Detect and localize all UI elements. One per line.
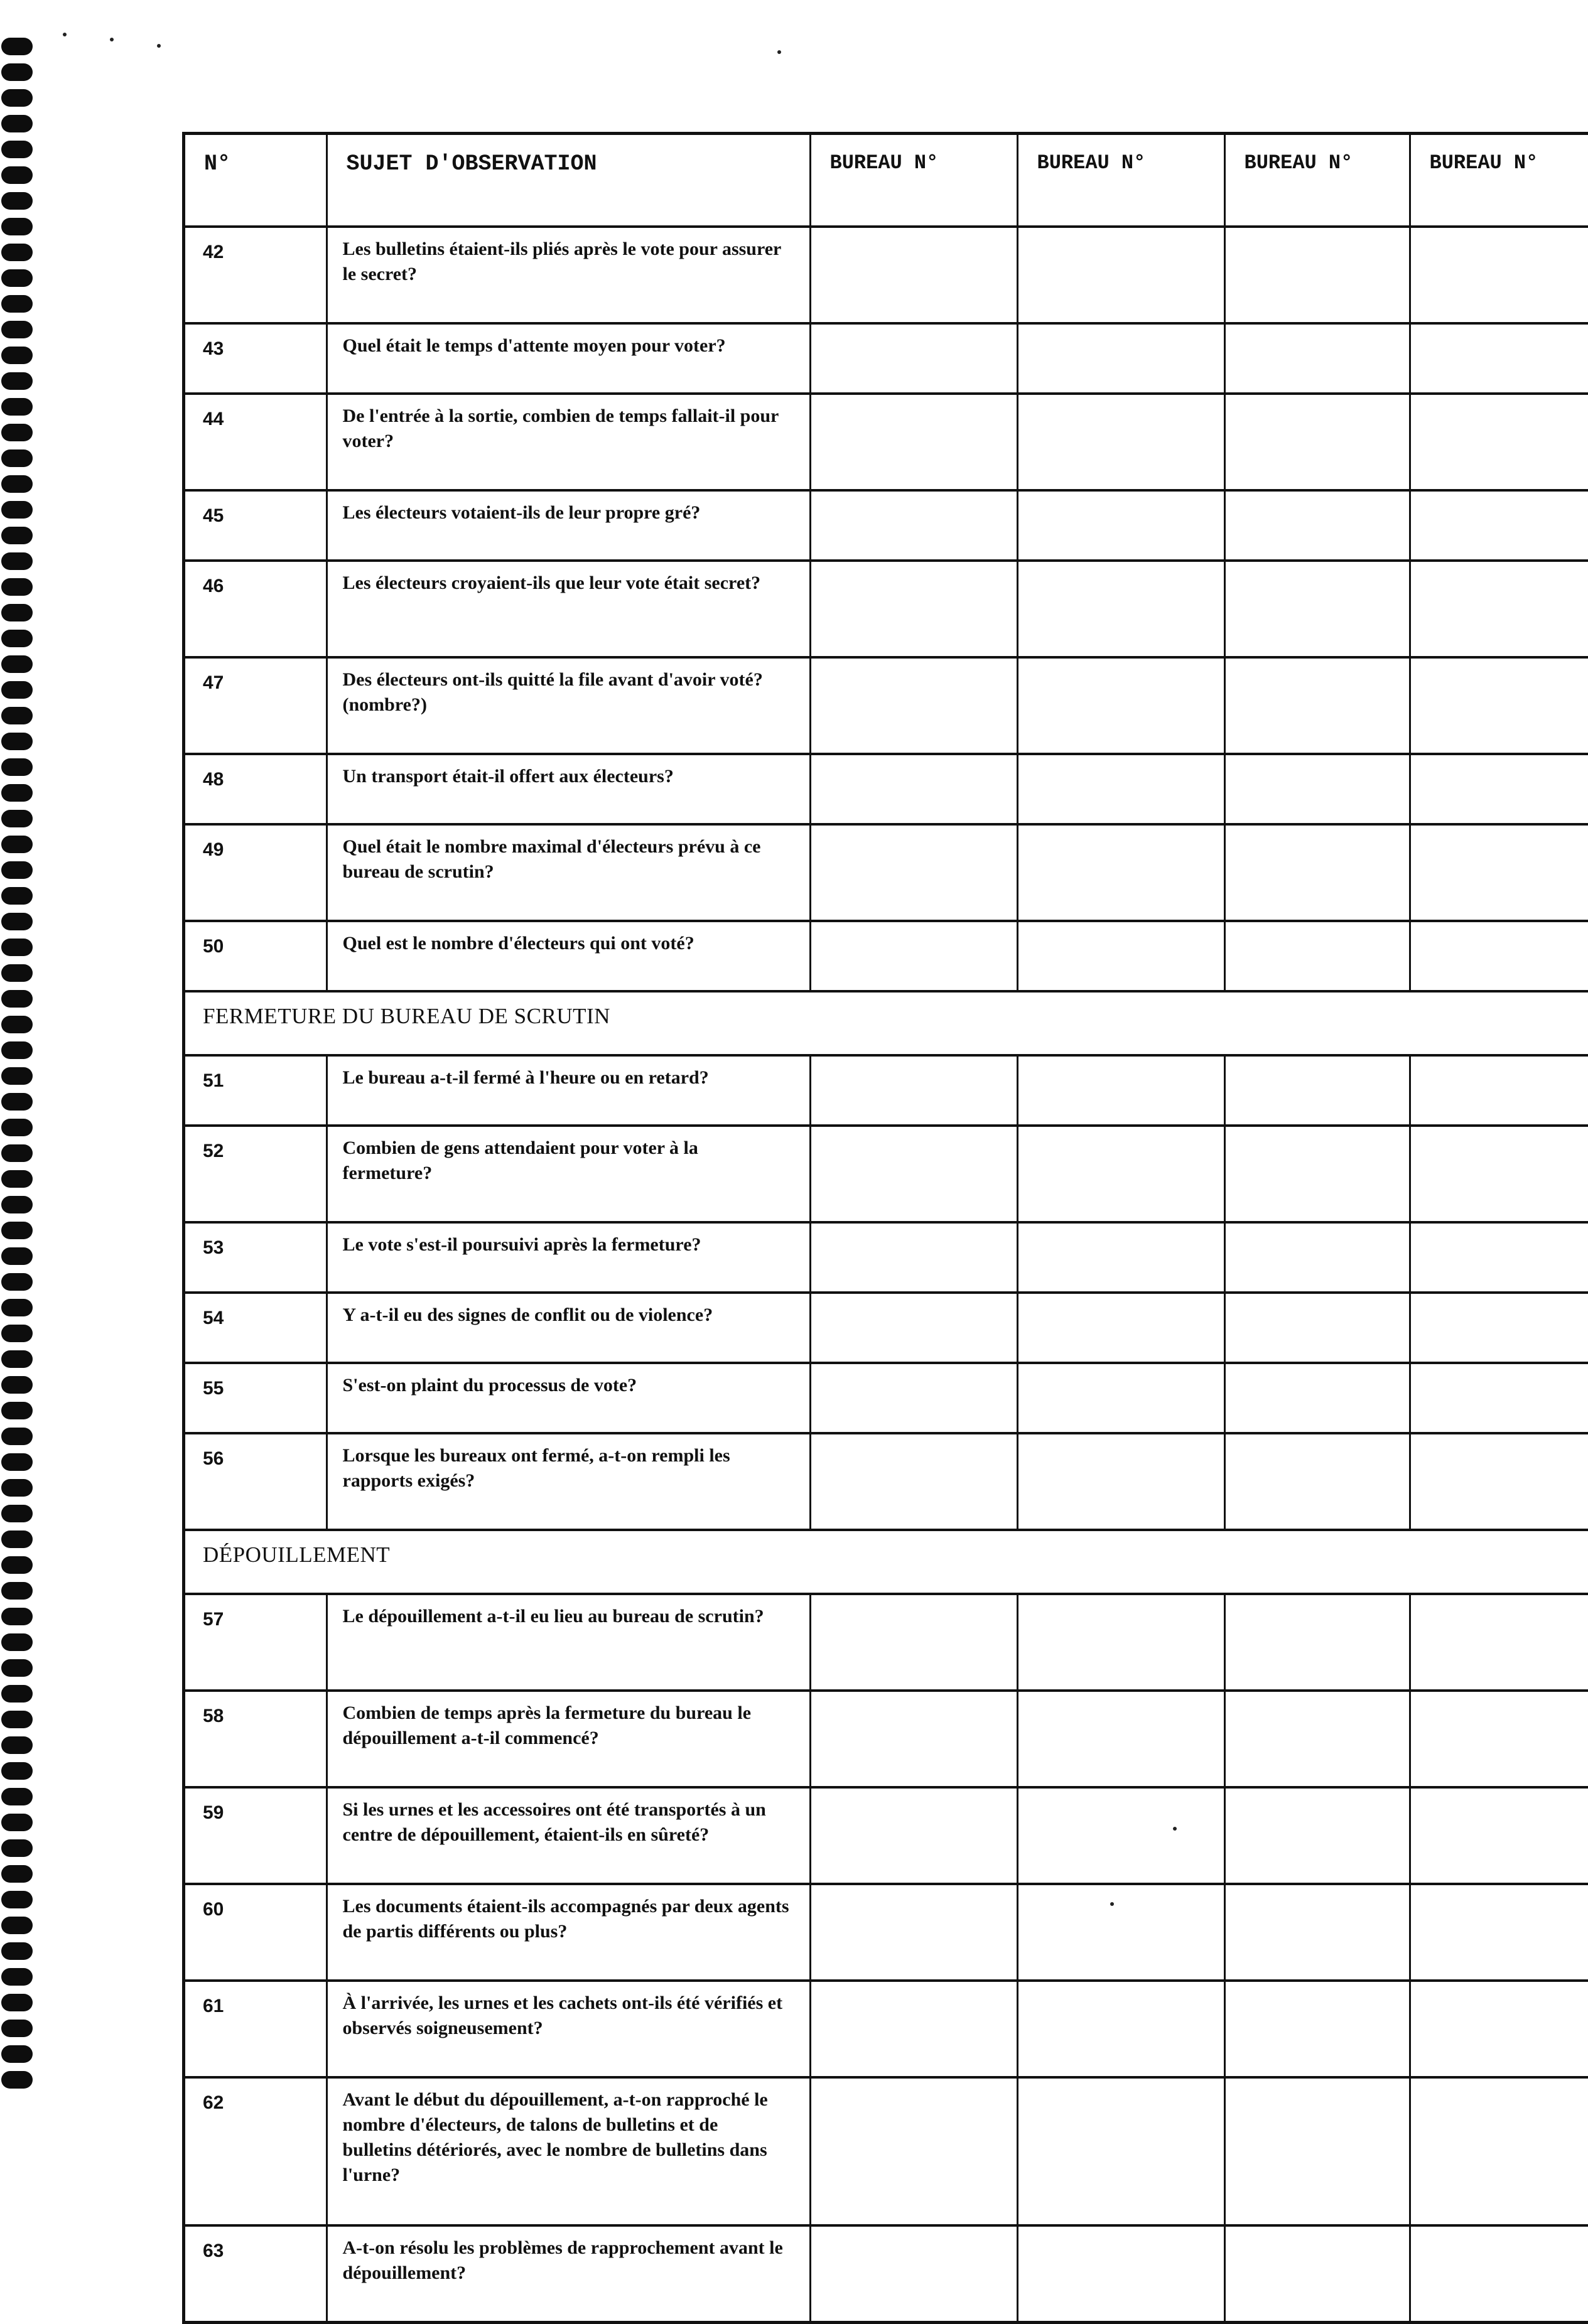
binder-hole (1, 1531, 33, 1548)
bureau-1-answer-cell[interactable] (810, 1884, 1017, 1981)
binder-hole (1, 527, 33, 544)
binder-hole (1, 887, 33, 905)
binder-hole (1, 295, 33, 313)
bureau-3-answer-cell[interactable] (1224, 824, 1410, 921)
question-number: 48 (185, 754, 327, 824)
bureau-4-answer-cell[interactable] (1410, 1433, 1588, 1530)
bureau-3-answer-cell[interactable] (1224, 1055, 1410, 1126)
scan-speck (110, 38, 114, 41)
binder-hole (1, 1736, 33, 1754)
binder-hole (1, 707, 33, 724)
bureau-2-answer-cell[interactable] (1017, 824, 1224, 921)
bureau-3-answer-cell[interactable] (1224, 490, 1410, 561)
question-text: Le vote s'est-il poursuivi après la fermeture? (327, 1222, 810, 1293)
question-text: Les électeurs croyaient-ils que leur vote était secret? (327, 561, 810, 657)
bureau-3-answer-cell[interactable] (1224, 227, 1410, 323)
binder-hole (1, 1093, 33, 1111)
table-row (185, 921, 1588, 991)
binder-hole (1, 578, 33, 596)
table-row (185, 1222, 1588, 1293)
question-text: Combien de gens attendaient pour voter à la fermeture? (327, 1126, 810, 1222)
question-number: 42 (185, 227, 327, 323)
bureau-4-answer-cell[interactable] (1410, 2077, 1588, 2225)
section-row (185, 1530, 1588, 1594)
bureau-1-answer-cell[interactable] (810, 490, 1017, 561)
binder-hole (1, 630, 33, 647)
question-text: Avant le début du dépouillement, a-t-on rapproché le nombre d'électeurs, de talons de bulletins et de bulletins détériorés, avec le nombre de bulletins dans l'urne? (327, 2077, 810, 2225)
question-number: 53 (185, 1222, 327, 1293)
question-text: Si les urnes et les accessoires ont été transportés à un centre de dépouillement, étaient-ils en sûreté? (327, 1787, 810, 1884)
question-text: Le bureau a-t-il fermé à l'heure ou en retard? (327, 1055, 810, 1126)
question-text: Un transport était-il offert aux électeurs? (327, 754, 810, 824)
binder-hole (1, 604, 33, 621)
question-number: 46 (185, 561, 327, 657)
binder-hole (1, 939, 33, 956)
header-bureau-3: BUREAU N° (1224, 135, 1410, 227)
bureau-3-answer-cell[interactable] (1224, 1787, 1410, 1884)
question-text: À l'arrivée, les urnes et les cachets ont-ils été vérifiés et observés soigneusement? (327, 1981, 810, 2077)
binder-hole (1, 655, 33, 673)
bureau-2-answer-cell[interactable] (1017, 1981, 1224, 2077)
question-text: S'est-on plaint du processus de vote? (327, 1363, 810, 1433)
bureau-3-answer-cell[interactable] (1224, 2077, 1410, 2225)
binder-hole (1, 115, 33, 132)
table-row (185, 1691, 1588, 1787)
scan-speck (63, 33, 67, 36)
binder-hole (1, 1942, 33, 1960)
binder-hole (1, 166, 33, 184)
binder-hole (1, 1505, 33, 1522)
table-row (185, 323, 1588, 394)
bureau-3-answer-cell[interactable] (1224, 1433, 1410, 1530)
binder-hole (1, 1479, 33, 1497)
bureau-2-answer-cell[interactable] (1017, 1293, 1224, 1363)
binder-hole (1, 1917, 33, 1934)
question-text: Y a-t-il eu des signes de conflit ou de violence? (327, 1293, 810, 1363)
bureau-2-answer-cell[interactable] (1017, 921, 1224, 991)
table-row (185, 561, 1588, 657)
binder-hole (1, 1247, 33, 1265)
binder-hole (1, 321, 33, 338)
question-number: 54 (185, 1293, 327, 1363)
bureau-1-answer-cell[interactable] (810, 2077, 1017, 2225)
binder-hole (1, 1067, 33, 1085)
bureau-4-answer-cell[interactable] (1410, 561, 1588, 657)
question-number: 45 (185, 490, 327, 561)
bureau-4-answer-cell[interactable] (1410, 1363, 1588, 1433)
binder-hole (1, 89, 33, 107)
question-number: 61 (185, 1981, 327, 2077)
question-number: 56 (185, 1433, 327, 1530)
question-text: Des électeurs ont-ils quitté la file avant d'avoir voté? (nombre?) (327, 657, 810, 754)
bureau-4-answer-cell[interactable] (1410, 227, 1588, 323)
bureau-4-answer-cell[interactable] (1410, 1222, 1588, 1293)
table-row (185, 1433, 1588, 1530)
question-text: Quel était le nombre maximal d'électeurs prévu à ce bureau de scrutin? (327, 824, 810, 921)
scan-speck (777, 50, 781, 54)
table-row (185, 657, 1588, 754)
bureau-1-answer-cell[interactable] (810, 1293, 1017, 1363)
table-row (185, 2225, 1588, 2321)
binder-hole (1, 475, 33, 493)
bureau-2-answer-cell[interactable] (1017, 490, 1224, 561)
bureau-2-answer-cell[interactable] (1017, 754, 1224, 824)
bureau-2-answer-cell[interactable] (1017, 657, 1224, 754)
binder-hole (1, 1453, 33, 1471)
header-bureau-4: BUREAU N° (1410, 135, 1588, 227)
table-row (185, 1787, 1588, 1884)
bureau-2-answer-cell[interactable] (1017, 1126, 1224, 1222)
bureau-4-answer-cell[interactable] (1410, 1787, 1588, 1884)
bureau-2-answer-cell[interactable] (1017, 394, 1224, 490)
binder-hole (1, 1273, 33, 1291)
bureau-3-answer-cell[interactable] (1224, 1363, 1410, 1433)
bureau-3-answer-cell[interactable] (1224, 1594, 1410, 1691)
section-heading: FERMETURE DU BUREAU DE SCRUTIN (185, 991, 1588, 1055)
binder-hole (1, 1556, 33, 1574)
binder-hole (1, 1144, 33, 1162)
bureau-2-answer-cell[interactable] (1017, 2077, 1224, 2225)
bureau-1-answer-cell[interactable] (810, 1787, 1017, 1884)
question-text: Lorsque les bureaux ont fermé, a-t-on rempli les rapports exigés? (327, 1433, 810, 1530)
bureau-2-answer-cell[interactable] (1017, 561, 1224, 657)
question-text: De l'entrée à la sortie, combien de temps fallait-il pour voter? (327, 394, 810, 490)
binder-hole (1, 372, 33, 390)
bureau-4-answer-cell[interactable] (1410, 1691, 1588, 1787)
bureau-1-answer-cell[interactable] (810, 1126, 1017, 1222)
bureau-1-answer-cell[interactable] (810, 754, 1017, 824)
table-row (185, 1981, 1588, 2077)
bureau-2-answer-cell[interactable] (1017, 1433, 1224, 1530)
bureau-3-answer-cell[interactable] (1224, 657, 1410, 754)
bureau-3-answer-cell[interactable] (1224, 561, 1410, 657)
binder-hole (1, 1428, 33, 1445)
binder-hole (1, 38, 33, 55)
binder-hole (1, 347, 33, 364)
binder-hole (1, 861, 33, 879)
bureau-1-answer-cell[interactable] (810, 1055, 1017, 1126)
bureau-3-answer-cell[interactable] (1224, 754, 1410, 824)
question-text: Quel est le nombre d'électeurs qui ont voté? (327, 921, 810, 991)
binder-hole (1, 964, 33, 982)
table-row (185, 1884, 1588, 1981)
binder-hole (1, 784, 33, 802)
table-row (185, 754, 1588, 824)
binder-hole (1, 810, 33, 827)
header-bureau-2: BUREAU N° (1017, 135, 1224, 227)
bureau-1-answer-cell[interactable] (810, 657, 1017, 754)
binder-hole (1, 1402, 33, 1419)
binder-hole (1, 1711, 33, 1728)
bureau-4-answer-cell[interactable] (1410, 824, 1588, 921)
bureau-2-answer-cell[interactable] (1017, 1884, 1224, 1981)
bureau-2-answer-cell[interactable] (1017, 1222, 1224, 1293)
bureau-1-answer-cell[interactable] (810, 561, 1017, 657)
bureau-1-answer-cell[interactable] (810, 921, 1017, 991)
table-row (185, 2077, 1588, 2225)
question-text: Combien de temps après la fermeture du bureau le dépouillement a-t-il commencé? (327, 1691, 810, 1787)
question-number: 63 (185, 2225, 327, 2321)
question-text: A-t-on résolu les problèmes de rapprochement avant le dépouillement? (327, 2225, 810, 2321)
question-text: Les électeurs votaient-ils de leur propre gré? (327, 490, 810, 561)
binder-hole (1, 2020, 33, 2037)
binder-hole (1, 269, 33, 287)
question-text: Le dépouillement a-t-il eu lieu au bureau de scrutin? (327, 1594, 810, 1691)
question-number: 55 (185, 1363, 327, 1433)
table-row (185, 490, 1588, 561)
question-text: Quel était le temps d'attente moyen pour voter? (327, 323, 810, 394)
binder-hole (1, 1814, 33, 1831)
bureau-4-answer-cell[interactable] (1410, 394, 1588, 490)
binder-hole (1, 1170, 33, 1188)
binder-hole (1, 552, 33, 570)
binder-hole (1, 681, 33, 699)
bureau-4-answer-cell[interactable] (1410, 1884, 1588, 1981)
binder-hole (1, 1891, 33, 1908)
table-row (185, 1594, 1588, 1691)
binder-hole (1, 1016, 33, 1033)
binder-hole (1, 1196, 33, 1213)
bureau-4-answer-cell[interactable] (1410, 921, 1588, 991)
bureau-1-answer-cell[interactable] (810, 1433, 1017, 1530)
binder-hole (1, 990, 33, 1008)
bureau-4-answer-cell[interactable] (1410, 657, 1588, 754)
bureau-1-answer-cell[interactable] (810, 394, 1017, 490)
binder-hole (1, 1994, 33, 2011)
bureau-2-answer-cell[interactable] (1017, 323, 1224, 394)
bureau-3-answer-cell[interactable] (1224, 394, 1410, 490)
question-number: 60 (185, 1884, 327, 1981)
bureau-4-answer-cell[interactable] (1410, 1055, 1588, 1126)
binder-hole (1, 192, 33, 210)
bureau-2-answer-cell[interactable] (1017, 227, 1224, 323)
binder-hole (1, 1222, 33, 1239)
bureau-1-answer-cell[interactable] (810, 2225, 1017, 2321)
table-row (185, 394, 1588, 490)
binder-hole (1, 1788, 33, 1805)
bureau-3-answer-cell[interactable] (1224, 1884, 1410, 1981)
question-number: 49 (185, 824, 327, 921)
bureau-2-answer-cell[interactable] (1017, 2225, 1224, 2321)
binder-hole (1, 398, 33, 416)
bureau-4-answer-cell[interactable] (1410, 1293, 1588, 1363)
table-row (185, 1363, 1588, 1433)
bureau-3-answer-cell[interactable] (1224, 1126, 1410, 1222)
binder-holes (0, 0, 44, 2085)
table-row (185, 1293, 1588, 1363)
question-number: 51 (185, 1055, 327, 1126)
binder-hole (1, 1839, 33, 1857)
bureau-4-answer-cell[interactable] (1410, 754, 1588, 824)
binder-hole (1, 758, 33, 776)
binder-hole (1, 218, 33, 235)
binder-hole (1, 1299, 33, 1316)
question-number: 57 (185, 1594, 327, 1691)
table-row (185, 1055, 1588, 1126)
binder-hole (1, 424, 33, 441)
bureau-4-answer-cell[interactable] (1410, 1126, 1588, 1222)
question-text: Les documents étaient-ils accompagnés par deux agents de partis différents ou plus? (327, 1884, 810, 1981)
bureau-1-answer-cell[interactable] (810, 1691, 1017, 1787)
table-row (185, 227, 1588, 323)
question-number: 50 (185, 921, 327, 991)
binder-hole (1, 1659, 33, 1677)
bureau-4-answer-cell[interactable] (1410, 2225, 1588, 2321)
binder-hole (1, 1633, 33, 1651)
bureau-3-answer-cell[interactable] (1224, 1222, 1410, 1293)
binder-hole (1, 1582, 33, 1600)
observation-table (185, 135, 1588, 2321)
binder-hole (1, 836, 33, 853)
bureau-1-answer-cell[interactable] (810, 1363, 1017, 1433)
bureau-1-answer-cell[interactable] (810, 824, 1017, 921)
bureau-3-answer-cell[interactable] (1224, 323, 1410, 394)
binder-hole (1, 1119, 33, 1136)
binder-hole (1, 1608, 33, 1625)
bureau-1-answer-cell[interactable] (810, 323, 1017, 394)
binder-hole (1, 449, 33, 467)
bureau-4-answer-cell[interactable] (1410, 1981, 1588, 2077)
question-text: Les bulletins étaient-ils pliés après le vote pour assurer le secret? (327, 227, 810, 323)
bureau-3-answer-cell[interactable] (1224, 2225, 1410, 2321)
question-number: 47 (185, 657, 327, 754)
binder-hole (1, 1041, 33, 1059)
bureau-3-answer-cell[interactable] (1224, 1981, 1410, 2077)
header-number: N° (185, 135, 327, 227)
bureau-1-answer-cell[interactable] (810, 227, 1017, 323)
header-subject: SUJET D'OBSERVATION (327, 135, 810, 227)
question-number: 52 (185, 1126, 327, 1222)
binder-hole (1, 1376, 33, 1394)
question-number: 62 (185, 2077, 327, 2225)
bureau-1-answer-cell[interactable] (810, 1594, 1017, 1691)
bureau-4-answer-cell[interactable] (1410, 323, 1588, 394)
bureau-3-answer-cell[interactable] (1224, 921, 1410, 991)
binder-hole (1, 1865, 33, 1883)
section-heading: DÉPOUILLEMENT (185, 1530, 1588, 1594)
bureau-2-answer-cell[interactable] (1017, 1363, 1224, 1433)
binder-hole (1, 2071, 33, 2089)
binder-hole (1, 501, 33, 519)
question-number: 58 (185, 1691, 327, 1787)
header-row (185, 135, 1588, 227)
bureau-2-answer-cell[interactable] (1017, 1787, 1224, 1884)
binder-hole (1, 913, 33, 930)
binder-hole (1, 141, 33, 158)
binder-hole (1, 733, 33, 750)
bureau-4-answer-cell[interactable] (1410, 1594, 1588, 1691)
bureau-2-answer-cell[interactable] (1017, 1594, 1224, 1691)
bureau-4-answer-cell[interactable] (1410, 490, 1588, 561)
scan-speck (157, 44, 161, 48)
table-row (185, 824, 1588, 921)
binder-hole (1, 1350, 33, 1368)
question-number: 44 (185, 394, 327, 490)
bureau-1-answer-cell[interactable] (810, 1222, 1017, 1293)
binder-hole (1, 1762, 33, 1780)
bureau-3-answer-cell[interactable] (1224, 1691, 1410, 1787)
observation-form (182, 132, 1588, 2324)
binder-hole (1, 1325, 33, 1342)
header-bureau-1: BUREAU N° (810, 135, 1017, 227)
bureau-2-answer-cell[interactable] (1017, 1691, 1224, 1787)
binder-hole (1, 1685, 33, 1703)
binder-hole (1, 2045, 33, 2063)
bureau-2-answer-cell[interactable] (1017, 1055, 1224, 1126)
question-number: 59 (185, 1787, 327, 1884)
binder-hole (1, 63, 33, 81)
binder-hole (1, 244, 33, 261)
question-number: 43 (185, 323, 327, 394)
bureau-1-answer-cell[interactable] (810, 1981, 1017, 2077)
table-row (185, 1126, 1588, 1222)
bureau-3-answer-cell[interactable] (1224, 1293, 1410, 1363)
section-row (185, 991, 1588, 1055)
binder-hole (1, 1968, 33, 1986)
